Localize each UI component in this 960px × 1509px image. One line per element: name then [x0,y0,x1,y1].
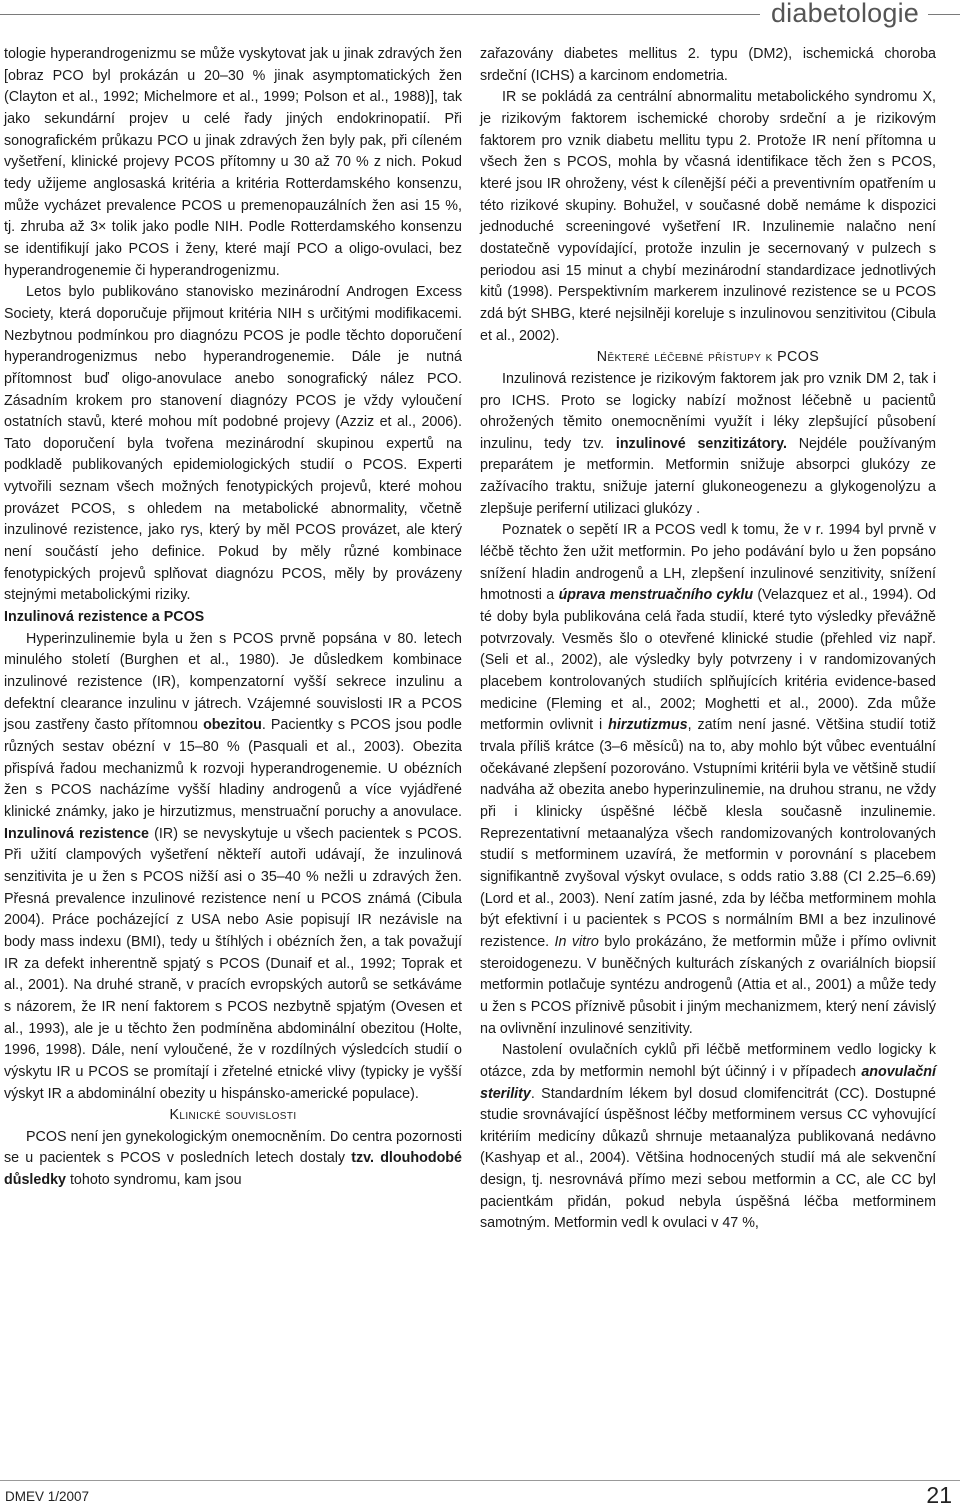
text-run: Nastolení ovulačních cyklů při léčbě metforminem vedlo logicky k otázce, zda by metformin nemohl být účinný i v případech [480,1042,936,1080]
right-paragraph-3 [480,369,936,521]
bold-italic-term: anovulační sterility [480,1063,936,1102]
section-title: diabetologie [770,0,919,28]
text-run: (Velazquez et al., 1994). Od té doby byla publikována celá řada studií, které tyto výsledky převážně potvrzovaly. Vesměs šlo o otevřené klinické studie (přehled viz např. (Seli et al., 2002), ale výsledky byly potvrzeny i v randomizovaných placebem kontrolovaných studiích splňujících kritéria evidence-based medicine (Fleming et al., 2002; Moghetti et al., 2000). Zda může metformin ovlivnit i [480,587,936,734]
right-paragraph-4 [480,520,936,1040]
bold-italic-term: hirzutizmus [608,717,688,734]
footer-rule [0,1480,960,1481]
section-heading-clinical: Klinické souvislosti [169,1107,297,1124]
running-header [0,0,960,34]
italic-term: In vitro [554,933,599,950]
right-paragraph-5 [480,1040,936,1235]
bold-term: inzulinové senzitizátory. [615,435,787,452]
section-heading-treatment: Některé léčebné přístupy k PCOS [596,349,820,366]
text-run: tohoto syndromu, kam jsou [65,1172,242,1189]
header-rule-right [928,14,960,15]
page-footer [0,1480,960,1507]
text-run: , zatím není jasné. Většina studií totiž trvala příliš krátce (3–6 měsíců) na to, aby mohlo být vůbec eventuální očekávané zlepšení pozorováno. Vstupními kritérii byla ve většině studií nadváha až obezita anebo hyperinzulinemie, na druhou stranu, ne vždy při i klinicky úspěšné léčbě klesla současně inzulinemie. Reprezentativní metaanalýza všech randomizovaných kontrolovaných studií s metforminem uzavírá, že metformin v porovnání s placebem signifikantně zvyšoval výskyt ovulace, s odds ratio 3.88 (CI 2.25–6.69) (Lord et al., 2003). Není zatím jasné, zda by léčba metforminem mohla být efektivní i u pacientek s PCOS s normálním BMI a bez inzulinové rezistence. [480,717,936,950]
text-run: (IR) se nevyskytuje u všech pacientek s PCOS. Při užití clampových vyšetření někteří autoři udávají, že inzulinová senzitivita je u žen s PCOS nižší asi o 35–40 % nežli u zdravých žen. Přesná prevalence inzulinové rezistence není u PCOS známá (Cibula 2004). Práce pocházející z USA nebo Asie popisují IR nezávisle na body mass indexu (BMI), tedy u štíhlých i obézních žen, a tak považují IR za defekt inherentně spjatý s PCOS (Dunaif et al., 1992; Toprak et al., 2001). Na druhé straně, v pracích evropských autorů se setkáváme s názorem, že IR není faktorem s PCOS nezbytně spjatým (Ovesen et al., 1993), ale je u těchto žen podmíněna abdominální obezitou (Holte, 1996, 1998). Dále, není vyloučené, že v rozdílných výsledcích studií o výskytu IR u PCOS se promítají i zřetelné etnické vlivy (typicky je vyšší výskyt IR a abdominální obezity u hispánsko-americké populace). [4,825,463,1102]
text-run: Inzulinová rezistence je rizikovým faktorem jak pro vznik DM 2, tak i pro ICHS. Proto se logicky nabízí možnost léčebně u pacientů ohrožených těmito onemocněními využít i léky zlepšující působení inzulinu, tedy tzv. [480,370,936,452]
text-run: Poznatek o sepětí IR a PCOS vedl k tomu, že v r. 1994 byl prvně v léčbě těchto žen užit metformin. Po jeho podávání bylo u žen popsáno snížení hladin androgenů a LH, zlepšení inzulinové senzitivity, snížení hmotnosti a [480,522,936,604]
right-paragraph-2: IR se pokládá za centrální abnormalitu metabolického syndromu X, je rizikovým faktorem ischemické choroby srdeční a je rizikovým faktorem pro vznik diabetu mellitu typu 2. Protože IR není přítomna u všech žen s PCOS, mohla by včasná identifikace těch žen s PCOS, které jsou IR ohroženy, vést k cílenější péči a preventivním opatřením u této rizikové skupiny. Bohužel, v současné době nemáme k dispozici jednoduché screeningové vyšetření IR. Inzulinemie nalačno není dostatečně vypovídající, protože inzulin je secernovaný v pulzech s periodou asi 15 minut a chybí mezinárodní standardizace jednotlivých kitů (1998). Perspektivním markerem inzulinové rezistence se u PCOS zdá být SHBG, které nejsilněji koreluje s inzulinovou senzitivitou (Cibula et al., 2002). [480,89,936,344]
right-column [480,44,936,1235]
bold-term: tzv. dlouhodobé důsledky [4,1150,462,1189]
left-paragraph-2: Letos bylo publikováno stanovisko mezinárodní Androgen Excess Society, která doporučuje přijmout kritéria NIH s určitými modifikacemi. Nezbytnou podmínkou pro diagnózu PCOS je podle těchto doporučení hyperandrogenizmus nebo hyperandrogenemie. Dále je nutná přítomnost buď oligo-anovulace anebo sonografický nález PCO. Zásadním krokem pro stanovení diagnózy PCOS je vždy vyloučení ostatních stavů, které mohou mít podobné projevy (Azziz et al., 2006). Tato doporučení byla tvořena mezinárodní skupinou expertů na podkladě publikovaných epidemiologických studií o PCOS. Experti vytvořili seznam všech možných fenotypických projevů, které mohou provázet PCOS, s ohledem na metabolické abnormality, včetně inzulinové rezistence, jako rys, který by měl PCOS provázet, ale který není součástí jeho definice. Pokud by měly různé kombinace fenotypických projevů splňovat diagnózu PCOS, měly by provázeny stejnými metabolickými riziky. [4,284,462,604]
left-column [4,44,462,1192]
text-run: bylo prokázáno, že metformin může i přímo ovlivnit steroidogenezu. V buněčných kulturách získaných z ovariálních biopsií metformin potlačuje syntézu androgenů (Attia et al., 2001) a může tedy u žen s PCOS příznivě působit i jiným mechanizmem, který není závislý na ovlivnění inzulinové senzitivity. [480,933,936,1037]
text-run: Nejdéle používaným preparátem je metformin. Metformin snižuje absorpci glukózy ze zažívacího traktu, snižuje jaterní glukoneogenezu a glykogenolýzu a zlepšuje periferní utilizaci glukózy . [480,435,936,517]
left-paragraph-3 [4,629,462,1105]
page-number: 21 [926,1482,952,1508]
right-paragraph-1: zařazovány diabetes mellitus 2. typu (DM2), ischemická choroba srdeční (ICHS) a karcinom endometria. [480,46,936,84]
left-paragraph-1: tologie hyperandrogenizmu se může vyskytovat jak u jinak zdravých žen [obraz PCO byl prokázán u 20–30 % jinak asymptomatických žen (Clayton et al., 1992; Michelmore et al., 1999; Polson et al., 1988)], tak jako sekundární projev u celé řady jiných endokrinopatií. Při sonografickém průkazu PCO u jinak zdravých žen byly pak, při cíleném vyšetření, klinické projevy PCOS přítomny u 30 až 70 % z nich. Pokud tedy užijeme anglosaská kritéria a kritéria Rotterdamského konsenzu, může vycházet prevalence PCOS u premenopauzálních žen asi 15 %, tj. zhruba až 3× tolik jako podle NIH. Podle Rotterdamského konsenzu se identifikují jako PCOS i ženy, které mají PCO a oligo-ovulaci, bez hyperandrogenemie či hyperandrogenizmu. [4,46,462,279]
bold-term: obezitou [203,717,262,734]
bold-term: Inzulinová rezistence [4,825,149,842]
bold-italic-term: úprava menstruačního cyklu [558,587,754,604]
text-run: . Pacientky s PCOS jsou podle různých sestav obézní v 15–80 % (Pasquali et al., 2003). Obezita přispívá řadou mechanizmů k rozvoji hyperandrogenemie. U obézních žen s PCOS nacházíme vyšší hladiny androgenů a více vyjádřené klinické známky, jako je hirzutizmus, menstruační poruchy a anovulace. [4,717,462,820]
left-paragraph-4 [4,1127,462,1192]
header-rule [0,14,760,15]
text-run: Hyperinzulinemie byla u žen s PCOS prvně popsána v 80. letech minulého století (Burghen et al., 1980). Je důsledkem kombinace inzulinové rezistence (IR), kompenzatorní vyšší sekrece inzulinu a defektní clearance inzulinu v játrech. Vzájemné souvislosti IR a PCOS jsou zastřeny často přítomnou [4,630,462,734]
text-run: . Standardním lékem byl dosud clomifencitrát (CC). Dostupné studie srovnávající úspěšnost léčby metforminem versus CC vyhovující kritériím medicíny důkazů shrnuje metaanalýza publikovaná nedávno (Kashyap et al., 2004). Většina hodnocených studií má ale sekvenční design, tj. nesrovnává přímo mezi sebou metformin a CC, ale CC byl pacientkám přidán, pokud nebyla úspěšná léčba metforminem samotným. Metformin vedl k ovulaci v 47 %, [480,1085,936,1232]
section-heading-insulin-resistance: Inzulinová rezistence a PCOS [4,609,205,626]
text-run: PCOS není jen gynekologickým onemocněním. Do centra pozornosti se u pacientek s PCOS v posledních letech dostaly [4,1128,462,1167]
journal-name: DMEV 1/2007 [5,1489,90,1504]
